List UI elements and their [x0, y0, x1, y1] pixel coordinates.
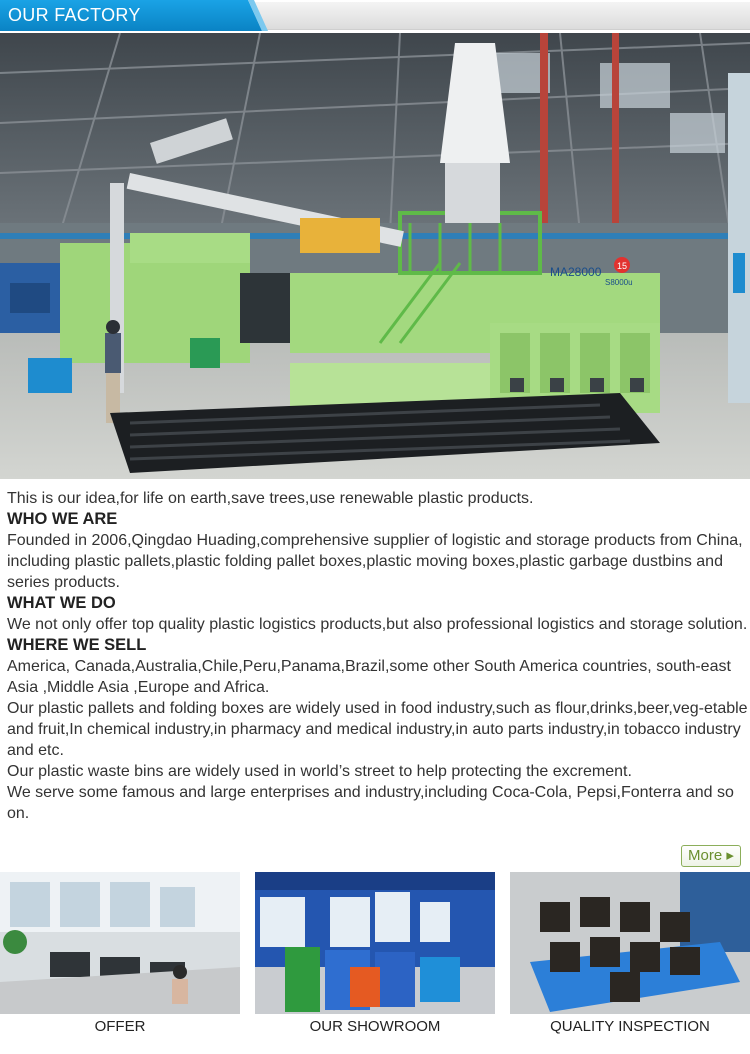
where-text-1: America, Canada,Australia,Chile,Peru,Panama,Brazil,some other South America countries, south-east Asia ,Middle Asia ,Europe and Africa.: [7, 658, 731, 696]
machine-badge: 15: [617, 261, 628, 271]
heading-who-we-are: WHO WE ARE: [7, 510, 118, 528]
more-button[interactable]: More ▸: [681, 845, 741, 867]
machine-sublabel: S8000u: [605, 278, 633, 287]
section-title: OUR FACTORY: [8, 5, 141, 25]
heading-what-we-do: WHAT WE DO: [7, 594, 116, 612]
about-text: [7, 488, 749, 824]
caption-offer: OFFER: [94, 1018, 146, 1035]
showroom-photo: [255, 872, 495, 1014]
section-header: [0, 0, 750, 33]
factory-illustration: [0, 33, 750, 479]
where-text-3: Our plastic waste bins are widely used in world’s street to help protecting the excrement.: [7, 763, 632, 780]
who-text-2: including plastic pallets,plastic folding pallet boxes,plastic moving boxes,plastic garbage dustbins and series products.: [7, 553, 723, 591]
machine-label: MA28000: [550, 265, 602, 279]
inspection-illustration: [510, 872, 750, 1014]
showroom-illustration: [255, 872, 495, 1014]
quality-inspection-photo: [510, 872, 750, 1014]
caption-quality-inspection: QUALITY INSPECTION: [550, 1018, 710, 1035]
where-text-2: Our plastic pallets and folding boxes are widely used in food industry,such as flour,drinks,beer,veg-etable and fruit,In chemical industry,in pharmacy and medical industry,in auto parts industry,in tobacco industry and etc.: [7, 700, 748, 759]
office-illustration: [0, 872, 240, 1014]
where-text-4: We serve some famous and large enterprises and industry,including Coca-Cola, Pepsi,Fonterra and so on.: [7, 784, 734, 822]
heading-where-we-sell: WHERE WE SELL: [7, 636, 147, 654]
header-bar: [240, 2, 750, 30]
what-text-1: We not only offer top quality plastic logistics products,but also professional logistics and storage solution.: [7, 616, 748, 633]
intro-text: This is our idea,for life on earth,save trees,use renewable plastic products.: [7, 490, 534, 507]
offer-photo: [0, 872, 240, 1014]
who-text-1: Founded in 2006,Qingdao Huading,comprehensive supplier of logistic and storage products from China,: [7, 532, 743, 549]
factory-photo: [0, 33, 750, 479]
caption-showroom: OUR SHOWROOM: [309, 1018, 441, 1035]
